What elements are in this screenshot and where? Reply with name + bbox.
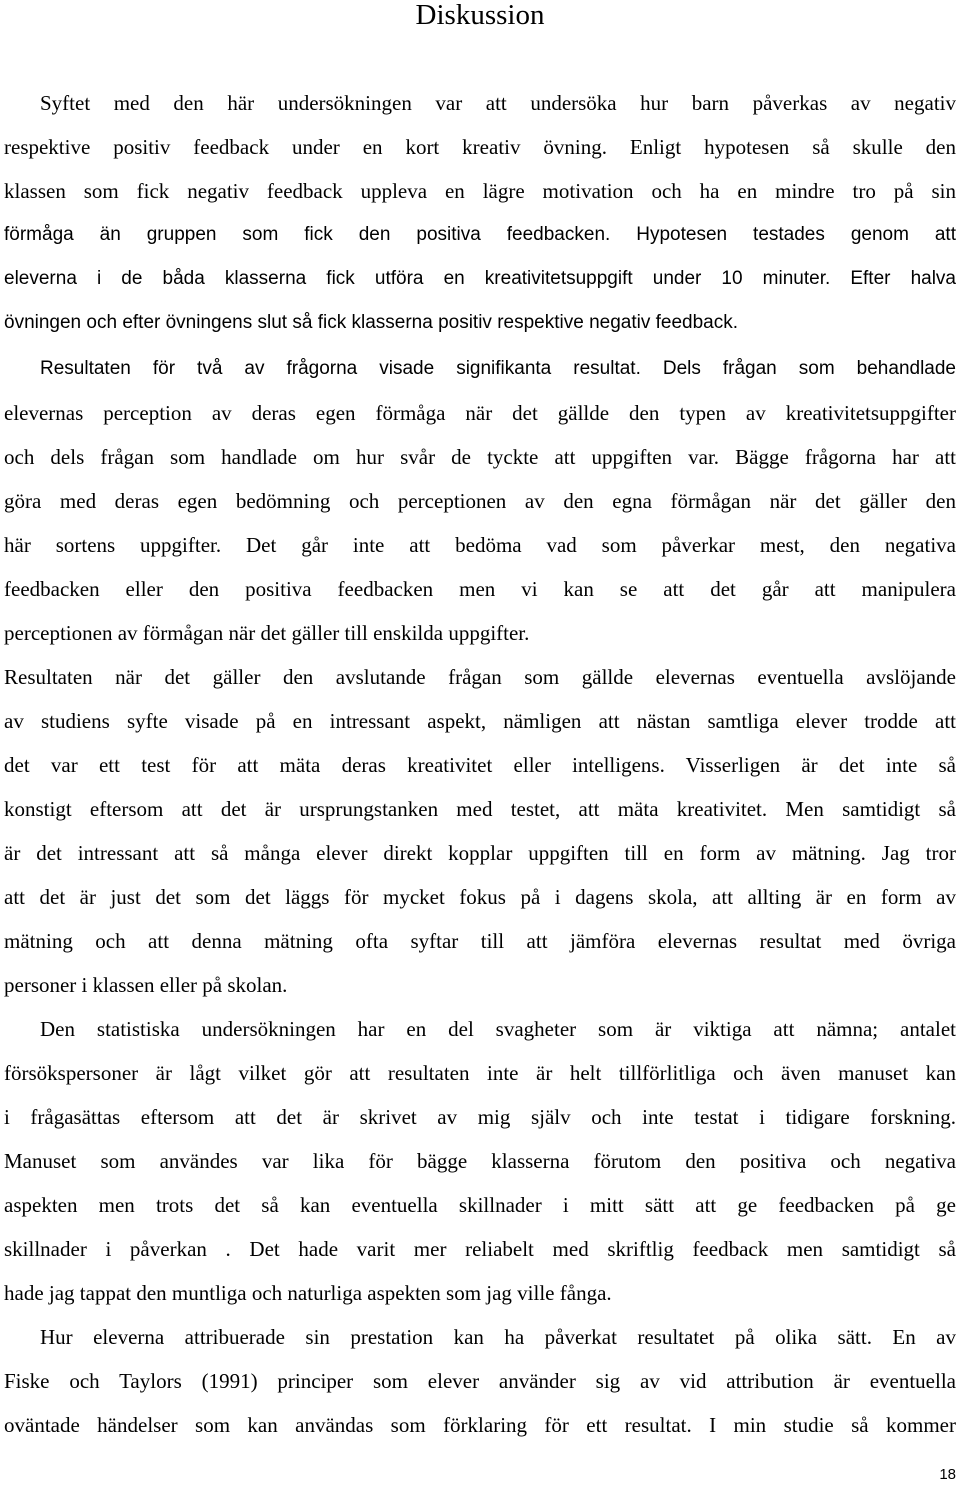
text-line: i frågasättas eftersom att det är skrivet av mig själv och inte testat i tidigare forskning. (4, 1105, 956, 1129)
text-line: hade jag tappat den muntliga och naturliga aspekten som jag ville fånga. (4, 1281, 612, 1305)
text-line: elevernas perception av deras egen förmåga när det gällde den typen av kreativitetsuppgifter (4, 401, 956, 425)
text-line: Hur eleverna attribuerade sin prestation kan ha påverkat resultatet på olika sätt. En av (40, 1325, 956, 1349)
paragraph-attribution (4, 1315, 956, 1447)
text-line: eleverna i de båda klasserna fick utföra en kreativitetsuppgift under 10 minuter. Efter halva (4, 268, 956, 289)
paragraph-purpose (4, 81, 956, 345)
section-heading: Diskussion (415, 0, 545, 31)
text-line (4, 345, 956, 391)
text-line: övningen och efter övningens slut så fick klasserna positiv respektive negativ feedback. (4, 312, 739, 333)
text-line: aspekten men trots det så kan eventuella skillnader i mitt sätt att ge feedbacken på ge (4, 1193, 956, 1217)
text-line: Fiske och Taylors (1991) principer som elever använder sig av vid attribution är eventuella (4, 1369, 956, 1393)
text-line: det var ett test för att mäta deras kreativitet eller intelligens. Visserligen är det inte så (4, 753, 956, 777)
text-line: feedbacken eller den positiva feedbacken men vi kan se att det går att manipulera (4, 577, 956, 601)
text-line: skillnader i påverkan . Det hade varit mer reliabelt med skriftlig feedback men samtidigt så (4, 1237, 956, 1261)
page-number: 18 (939, 1466, 956, 1483)
text-line: här sortens uppgifter. Det går inte att bedöma vad som påverkar mest, den negativa (4, 533, 956, 557)
text-line: göra med deras egen bedömning och perceptionen av den egna förmågan när det gäller den (4, 489, 956, 513)
text-line: mätning och att denna mätning ofta syftar till att jämföra elevernas resultat med övriga (4, 929, 956, 953)
text-line: Den statistiska undersökningen har en del svagheter som är viktiga att nämna; antalet (40, 1017, 956, 1041)
text-line: oväntade händelser som kan användas som förklaring för ett resultat. I min studie så kommer (4, 1413, 956, 1437)
text-line: att det är just det som det läggs för mycket fokus på i dagens skola, att allting är en form av (4, 885, 956, 909)
text-line: respektive positiv feedback under en kort kreativ övning. Enligt hypotesen så skulle den (4, 135, 956, 159)
text-line: konstigt eftersom att det är ursprungstanken med testet, att mäta kreativitet. Men samtidigt så (4, 797, 956, 821)
text-line: av studiens syfte visade på en intressant aspekt, nämligen att nästan samtliga elever trodde att (4, 709, 956, 733)
paragraph-results (4, 345, 956, 655)
text-line: Manuset som användes var lika för bägge klasserna förutom den positiva och negativa (4, 1149, 956, 1173)
text-line: och dels frågan som handlade om hur svår de tyckte att uppgiften var. Bägge frågorna har att (4, 445, 956, 469)
text-line: klassen som fick negativ feedback uppleva en lägre motivation och ha en mindre tro på sin (4, 179, 956, 203)
text-line: personer i klassen eller på skolan. (4, 973, 288, 997)
paragraph-final-question (4, 655, 956, 1007)
text-line: är det intressant att så många elever direkt kopplar uppgiften till en form av mätning. Jag tror (4, 841, 956, 865)
text-line: Resultaten när det gäller den avslutande frågan som gällde elevernas eventuella avslöjande (4, 665, 956, 689)
paragraph-weaknesses (4, 1007, 956, 1315)
text-line: perceptionen av förmågan när det gäller till enskilda uppgifter. (4, 621, 530, 645)
text-line: förmåga än gruppen som fick den positiva feedbacken. Hypotesen testades genom att (4, 224, 956, 245)
text-segment: Resultaten för två av frågorna visade signifikanta resultat. Dels frågan som behandlade (40, 358, 956, 379)
text-line: försökspersoner är lågt vilket gör att resultaten inte är helt tillförlitliga och även manuset kan (4, 1061, 956, 1085)
body-text (4, 81, 956, 1447)
text-line: Syftet med den här undersökningen var att undersöka hur barn påverkas av negativ (40, 91, 956, 115)
